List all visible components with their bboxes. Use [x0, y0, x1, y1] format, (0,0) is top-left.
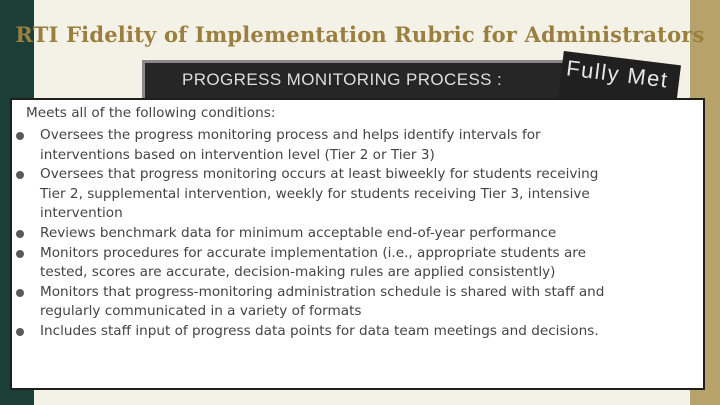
- list-item-text: Tier 2, supplemental intervention, weekly for students receiving Tier 3, intensive: [40, 185, 590, 202]
- list-item-text: Oversees that progress monitoring occurs at least biweekly for students receiving: [40, 166, 599, 183]
- list-item: [16, 244, 704, 283]
- bullet-icon: [16, 250, 24, 258]
- section-heading: PROGRESS MONITORING PROCESS :: [182, 70, 503, 89]
- list-item-text: interventions based on intervention level (Tier 2 or Tier 3): [40, 146, 435, 163]
- list-item-text: Reviews benchmark data for minimum acceptable end-of-year performance: [40, 224, 557, 241]
- conditions-intro: Meets all of the following conditions:: [26, 105, 276, 121]
- bullet-icon: [16, 289, 24, 297]
- list-item-text: Monitors procedures for accurate implementation (i.e., appropriate students are: [40, 244, 586, 261]
- slide-title: RTI Fidelity of Implementation Rubric for Administrators: [15, 22, 705, 47]
- list-item: [16, 283, 704, 322]
- bullet-icon: [16, 171, 24, 179]
- list-item-text: tested, scores are accurate, decision-making rules are applied consistently): [40, 264, 556, 281]
- bullet-icon: [16, 230, 24, 238]
- list-item: [16, 322, 704, 342]
- list-item: [16, 126, 704, 165]
- list-item: [16, 224, 704, 244]
- bullet-icon: [16, 132, 24, 140]
- list-item: [16, 165, 704, 224]
- bullet-icon: [16, 328, 24, 336]
- rating-label: Fully Met: [564, 55, 670, 93]
- list-item-text: Oversees the progress monitoring process and helps identify intervals for: [40, 127, 541, 143]
- conditions-list: [16, 126, 704, 342]
- list-item-text: Monitors that progress-monitoring administration schedule is shared with staff and: [40, 283, 605, 300]
- list-item-text: intervention: [40, 205, 123, 222]
- list-item-text: regularly communicated in a variety of formats: [40, 303, 362, 320]
- list-item-text: Includes staff input of progress data points for data team meetings and decisions.: [40, 322, 599, 339]
